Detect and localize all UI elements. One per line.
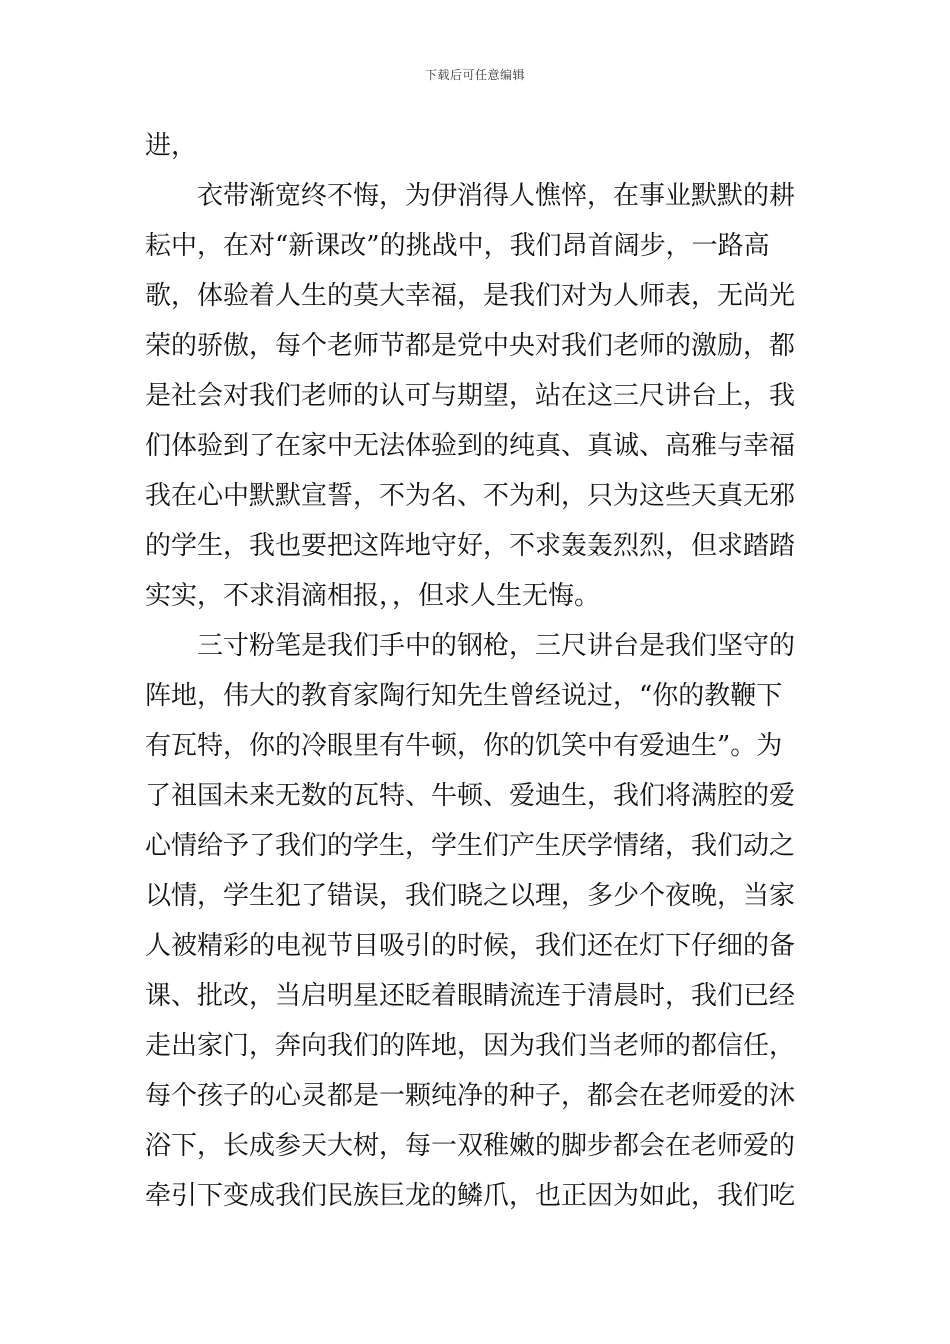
text-line: 耘中，在对“新课改”的挑战中，我们昂首阔步，一路高	[145, 231, 770, 261]
text-line: 浴下，长成参天大树，每一双稚嫩的脚步都会在老师爱的	[145, 1131, 796, 1161]
text-line: 走出家门，奔向我们的阵地，因为我们当老师的都信任，	[145, 1031, 796, 1061]
text-line: 人被精彩的电视节目吸引的时候，我们还在灯下仔细的备	[145, 931, 796, 961]
text-line: 课、批改，当启明星还眨着眼睛流连于清晨时，我们已经	[145, 981, 796, 1011]
text-line: 了祖国未来无数的瓦特、牛顿、爱迪生，我们将满腔的爱	[145, 781, 796, 811]
text-line: 是社会对我们老师的认可与期望，站在这三尺讲台上，我	[145, 381, 796, 411]
text-line: 进，	[145, 131, 198, 161]
text-line: 三寸粉笔是我们手中的钢枪，三尺讲台是我们坚守的	[197, 631, 796, 661]
page-header: 下载后可任意编辑	[424, 68, 525, 82]
text-line: 心情给予了我们的学生，学生们产生厌学情绪，我们动之	[145, 831, 796, 861]
text-line: 实实，不求涓滴相报，，但求人生无悔。	[145, 581, 601, 611]
text-line: 每个孩子的心灵都是一颗纯净的种子，都会在老师爱的沐	[145, 1081, 796, 1111]
text-line: 歌，体验着人生的莫大幸福，是我们对为人师表，无尚光	[145, 281, 796, 311]
text-line: 我在心中默默宣誓，不为名、不为利，只为这些天真无邪	[145, 481, 796, 511]
text-line: 的学生，我也要把这阵地守好，不求轰轰烈烈，但求踏踏	[145, 531, 796, 561]
text-line: 们体验到了在家中无法体验到的纯真、真诚、高雅与幸福	[145, 431, 796, 461]
text-line: 衣带渐宽终不悔，为伊消得人憔悴，在事业默默的耕	[197, 181, 796, 211]
text-line: 有瓦特，你的冷眼里有牛顿，你的饥笑中有爱迪生”。为	[145, 731, 783, 761]
text-line: 牵引下变成我们民族巨龙的鳞爪，也正因为如此，我们吃	[145, 1181, 796, 1211]
text-line: 阵地，伟大的教育家陶行知先生曾经说过，“你的教鞭下	[145, 681, 783, 711]
text-line: 荣的骄傲，每个老师节都是党中央对我们老师的激励，都	[145, 331, 796, 361]
text-line: 以情，学生犯了错误，我们晓之以理，多少个夜晚，当家	[145, 881, 796, 911]
body-text	[145, 121, 810, 1221]
